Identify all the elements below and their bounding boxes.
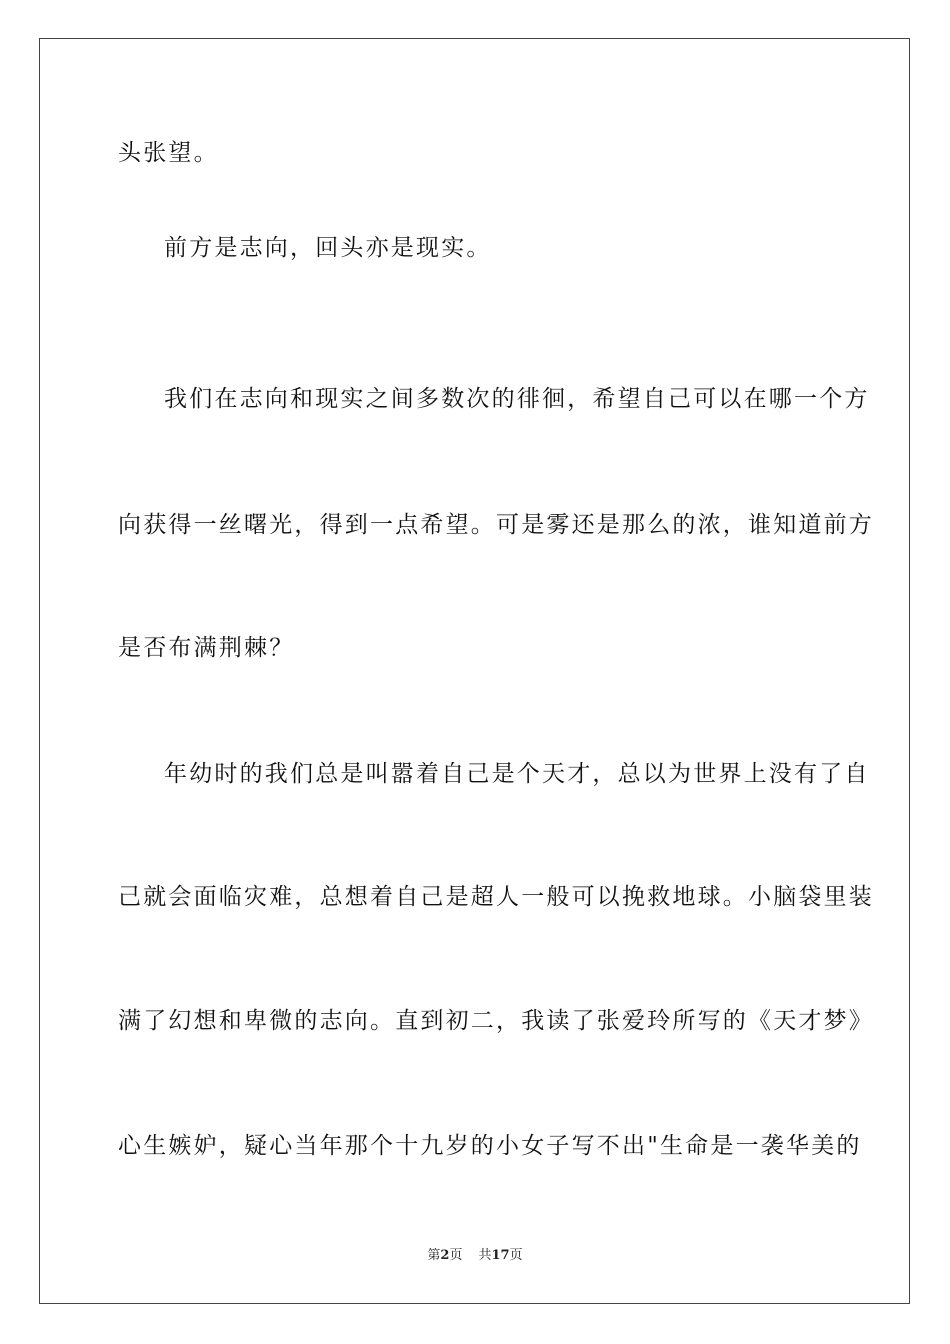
total-prefix: 共	[478, 1248, 492, 1263]
total-pages: 17	[491, 1248, 510, 1263]
page-border	[39, 38, 910, 1304]
page-suffix: 页	[449, 1248, 463, 1263]
page-prefix: 第	[427, 1248, 441, 1263]
text-line-1: 头张望。	[118, 140, 219, 166]
paragraph-2-line-2: 向获得一丝曙光，得到一点希望。可是雾还是那么的浓，谁知道前方	[118, 512, 874, 538]
paragraph-2-line-3: 是否布满荆棘？	[118, 635, 295, 661]
page-number: 2	[440, 1248, 450, 1263]
page-footer	[0, 1247, 950, 1265]
paragraph-3-line-3: 满了幻想和卑微的志向。直到初二，我读了张爱玲所写的《天才梦》	[118, 1008, 874, 1034]
paragraph-1-line-1: 前方是志向，回头亦是现实。	[164, 235, 492, 261]
paragraph-3-line-2: 己就会面临灾难，总想着自己是超人一般可以挽救地球。小脑袋里装	[118, 884, 874, 910]
total-suffix: 页	[509, 1248, 523, 1263]
paragraph-3-line-4: 心生嫉妒，疑心当年那个十九岁的小女子写不出"生命是一袭华美的	[118, 1133, 862, 1159]
paragraph-2-line-1: 我们在志向和现实之间多数次的徘徊，希望自己可以在哪一个方	[164, 386, 870, 412]
paragraph-3-line-1: 年幼时的我们总是叫嚣着自己是个天才，总以为世界上没有了自	[164, 761, 870, 787]
